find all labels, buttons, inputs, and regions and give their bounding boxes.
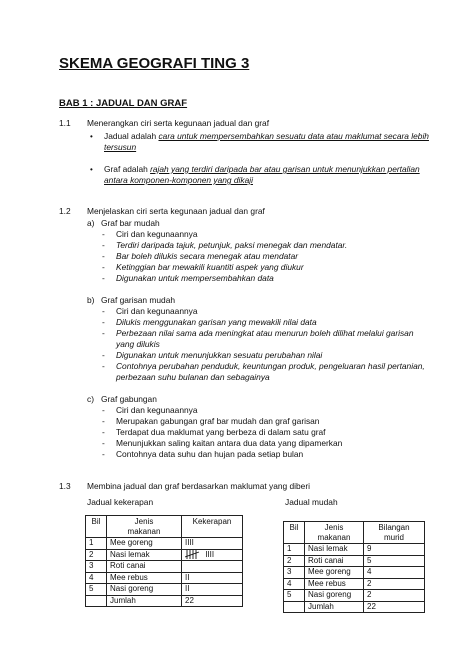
cell-count: 9: [364, 544, 425, 556]
table-row: [284, 544, 425, 556]
bullet-icon: •: [90, 165, 93, 174]
cell-tally: [182, 561, 243, 573]
table-total-row: [86, 595, 243, 607]
cell-jenis: Mee goreng: [107, 538, 182, 550]
list-item: - Merupakan gabungan graf bar mudah dan graf garisan: [116, 416, 319, 427]
cell-empty: [86, 595, 107, 607]
tally-text: IIII: [205, 549, 215, 559]
cell-bil: 4: [284, 578, 305, 590]
cell-bil: 1: [86, 538, 107, 550]
section-number: 1.3: [59, 481, 71, 491]
col-header-kekerapan: Kekerapan: [182, 516, 243, 538]
col-header-bilangan: [364, 522, 425, 544]
cell-jenis: Nasi lemak: [305, 544, 364, 556]
col-header-jenis-l2: makanan: [127, 527, 161, 536]
sub-title: Graf garisan mudah: [101, 295, 176, 305]
col-header-bilangan-l2: murid: [383, 533, 404, 542]
table-caption-frequency: Jadual kekerapan: [87, 497, 154, 507]
definition-lead: Jadual adalah: [104, 131, 159, 141]
list-item-cont: perbezaan suhu bulanan dan sebagainya: [116, 372, 270, 382]
bullet-icon: •: [90, 132, 93, 141]
definition-text-cont: antara komponen-komponen yang dikaji: [104, 175, 253, 185]
cell-bil: 2: [86, 549, 107, 561]
cell-tally: IIII: [182, 538, 243, 550]
table-row: [284, 578, 425, 590]
list-item: - Menunjukkan saling kaitan antara dua data yang dipamerkan: [116, 438, 342, 449]
col-header-bil: Bil: [86, 516, 107, 538]
definition-text: rajah yang terdiri daripada bar atau garisan untuk menunjukkan pertalian: [150, 164, 420, 174]
list-item-cont: yang dilukis: [116, 339, 160, 349]
list-item: - Contohnya data suhu dan hujan pada setiap bulan: [116, 449, 303, 460]
definition-text: cara untuk mempersembahkan sesuatu data atau maklumat secara lebih: [158, 131, 429, 141]
cell-total-label: Jumlah: [107, 595, 182, 607]
table-row: [86, 572, 243, 584]
sub-label: a): [87, 218, 95, 228]
table-row: [86, 538, 243, 550]
list-item: - Ciri dan kegunaannya: [116, 306, 197, 317]
table-row: [86, 561, 243, 573]
definition-text-cont: tersusun: [104, 142, 137, 152]
cell-bil: 5: [86, 584, 107, 596]
cell-total-label: Jumlah: [305, 601, 364, 613]
cell-count: 4: [364, 567, 425, 579]
cell-jenis: Mee rebus: [305, 578, 364, 590]
sub-label: c): [87, 394, 94, 404]
table-header-row: [86, 516, 243, 538]
cell-bil: 1: [284, 544, 305, 556]
frequency-table: [85, 515, 243, 607]
sub-label: b): [87, 295, 95, 305]
col-header-bil: Bil: [284, 522, 305, 544]
col-header-jenis-l1: Jenis: [134, 517, 154, 526]
table-caption-simple: Jadual mudah: [285, 497, 338, 507]
cell-tally: [182, 549, 243, 561]
cell-tally: II: [182, 572, 243, 584]
sub-title: Graf gabungan: [101, 394, 157, 404]
list-item: - Digunakan untuk menunjukkan sesuatu perubahan nilai: [116, 350, 322, 361]
list-item: - Terdiri daripada tajuk, petunjuk, paksi menegak dan mendatar.: [116, 240, 347, 251]
simple-table: [283, 521, 425, 613]
table-header-row: [284, 522, 425, 544]
section-number: 1.1: [59, 118, 71, 128]
cell-bil: 3: [86, 561, 107, 573]
list-item: - Contohnya perubahan penduduk, keuntungan produk, pengeluaran hasil pertanian,: [116, 361, 425, 372]
table-row: [86, 549, 243, 561]
col-header-jenis-l2: makanan: [317, 533, 351, 542]
section-heading: Membina jadual dan graf berdasarkan maklumat yang diberi: [87, 481, 310, 491]
cell-jenis: Nasi lemak: [107, 549, 182, 561]
tally-five-icon: [185, 550, 203, 559]
table-total-row: [284, 601, 425, 613]
definition-lead: Graf adalah: [104, 164, 151, 174]
table-row: [284, 590, 425, 602]
cell-empty: [284, 601, 305, 613]
definition-graf: [104, 164, 420, 175]
list-item: - Bar boleh dilukis secara menegak atau mendatar: [116, 251, 298, 262]
table-row: [86, 584, 243, 596]
cell-jenis: Nasi goreng: [107, 584, 182, 596]
cell-jenis: Roti canai: [305, 555, 364, 567]
list-item: - Digunakan untuk mempersembahkan data: [116, 273, 274, 284]
cell-jenis: Mee goreng: [305, 567, 364, 579]
table-row: [284, 555, 425, 567]
cell-tally: II: [182, 584, 243, 596]
section-heading: Menerangkan ciri serta kegunaan jadual dan graf: [87, 118, 270, 128]
list-item: - Dilukis menggunakan garisan yang mewakili nilai data: [116, 317, 317, 328]
cell-count: 5: [364, 555, 425, 567]
list-item: - Terdapat dua maklumat yang berbeza di dalam satu graf: [116, 427, 326, 438]
cell-bil: 5: [284, 590, 305, 602]
cell-count: 2: [364, 578, 425, 590]
cell-count: 2: [364, 590, 425, 602]
page-title: SKEMA GEOGRAFI TING 3: [59, 55, 250, 72]
list-item: - Ciri dan kegunaannya: [116, 229, 197, 240]
cell-jenis: Roti canai: [107, 561, 182, 573]
definition-jadual: [104, 131, 429, 142]
cell-bil: 4: [86, 572, 107, 584]
col-header-jenis: [305, 522, 364, 544]
cell-bil: 3: [284, 567, 305, 579]
cell-jenis: Nasi goreng: [305, 590, 364, 602]
list-item: - Ketinggian bar mewakili kuantiti aspek yang diukur: [116, 262, 304, 273]
section-number: 1.2: [59, 206, 71, 216]
table-row: [284, 567, 425, 579]
chapter-heading: BAB 1 : JADUAL DAN GRAF: [59, 98, 188, 109]
col-header-jenis: [107, 516, 182, 538]
sub-title: Graf bar mudah: [101, 218, 160, 228]
list-item: - Perbezaan nilai sama ada meningkat atau menurun boleh dilihat melalui garisan: [116, 328, 414, 339]
cell-bil: 2: [284, 555, 305, 567]
cell-total: 22: [364, 601, 425, 613]
col-header-jenis-l1: Jenis: [324, 523, 344, 532]
cell-total: 22: [182, 595, 243, 607]
list-item: - Ciri dan kegunaannya: [116, 405, 197, 416]
cell-jenis: Mee rebus: [107, 572, 182, 584]
section-heading: Menjelaskan ciri serta kegunaan jadual dan graf: [87, 206, 265, 216]
col-header-bilangan-l1: Bilangan: [378, 523, 410, 532]
